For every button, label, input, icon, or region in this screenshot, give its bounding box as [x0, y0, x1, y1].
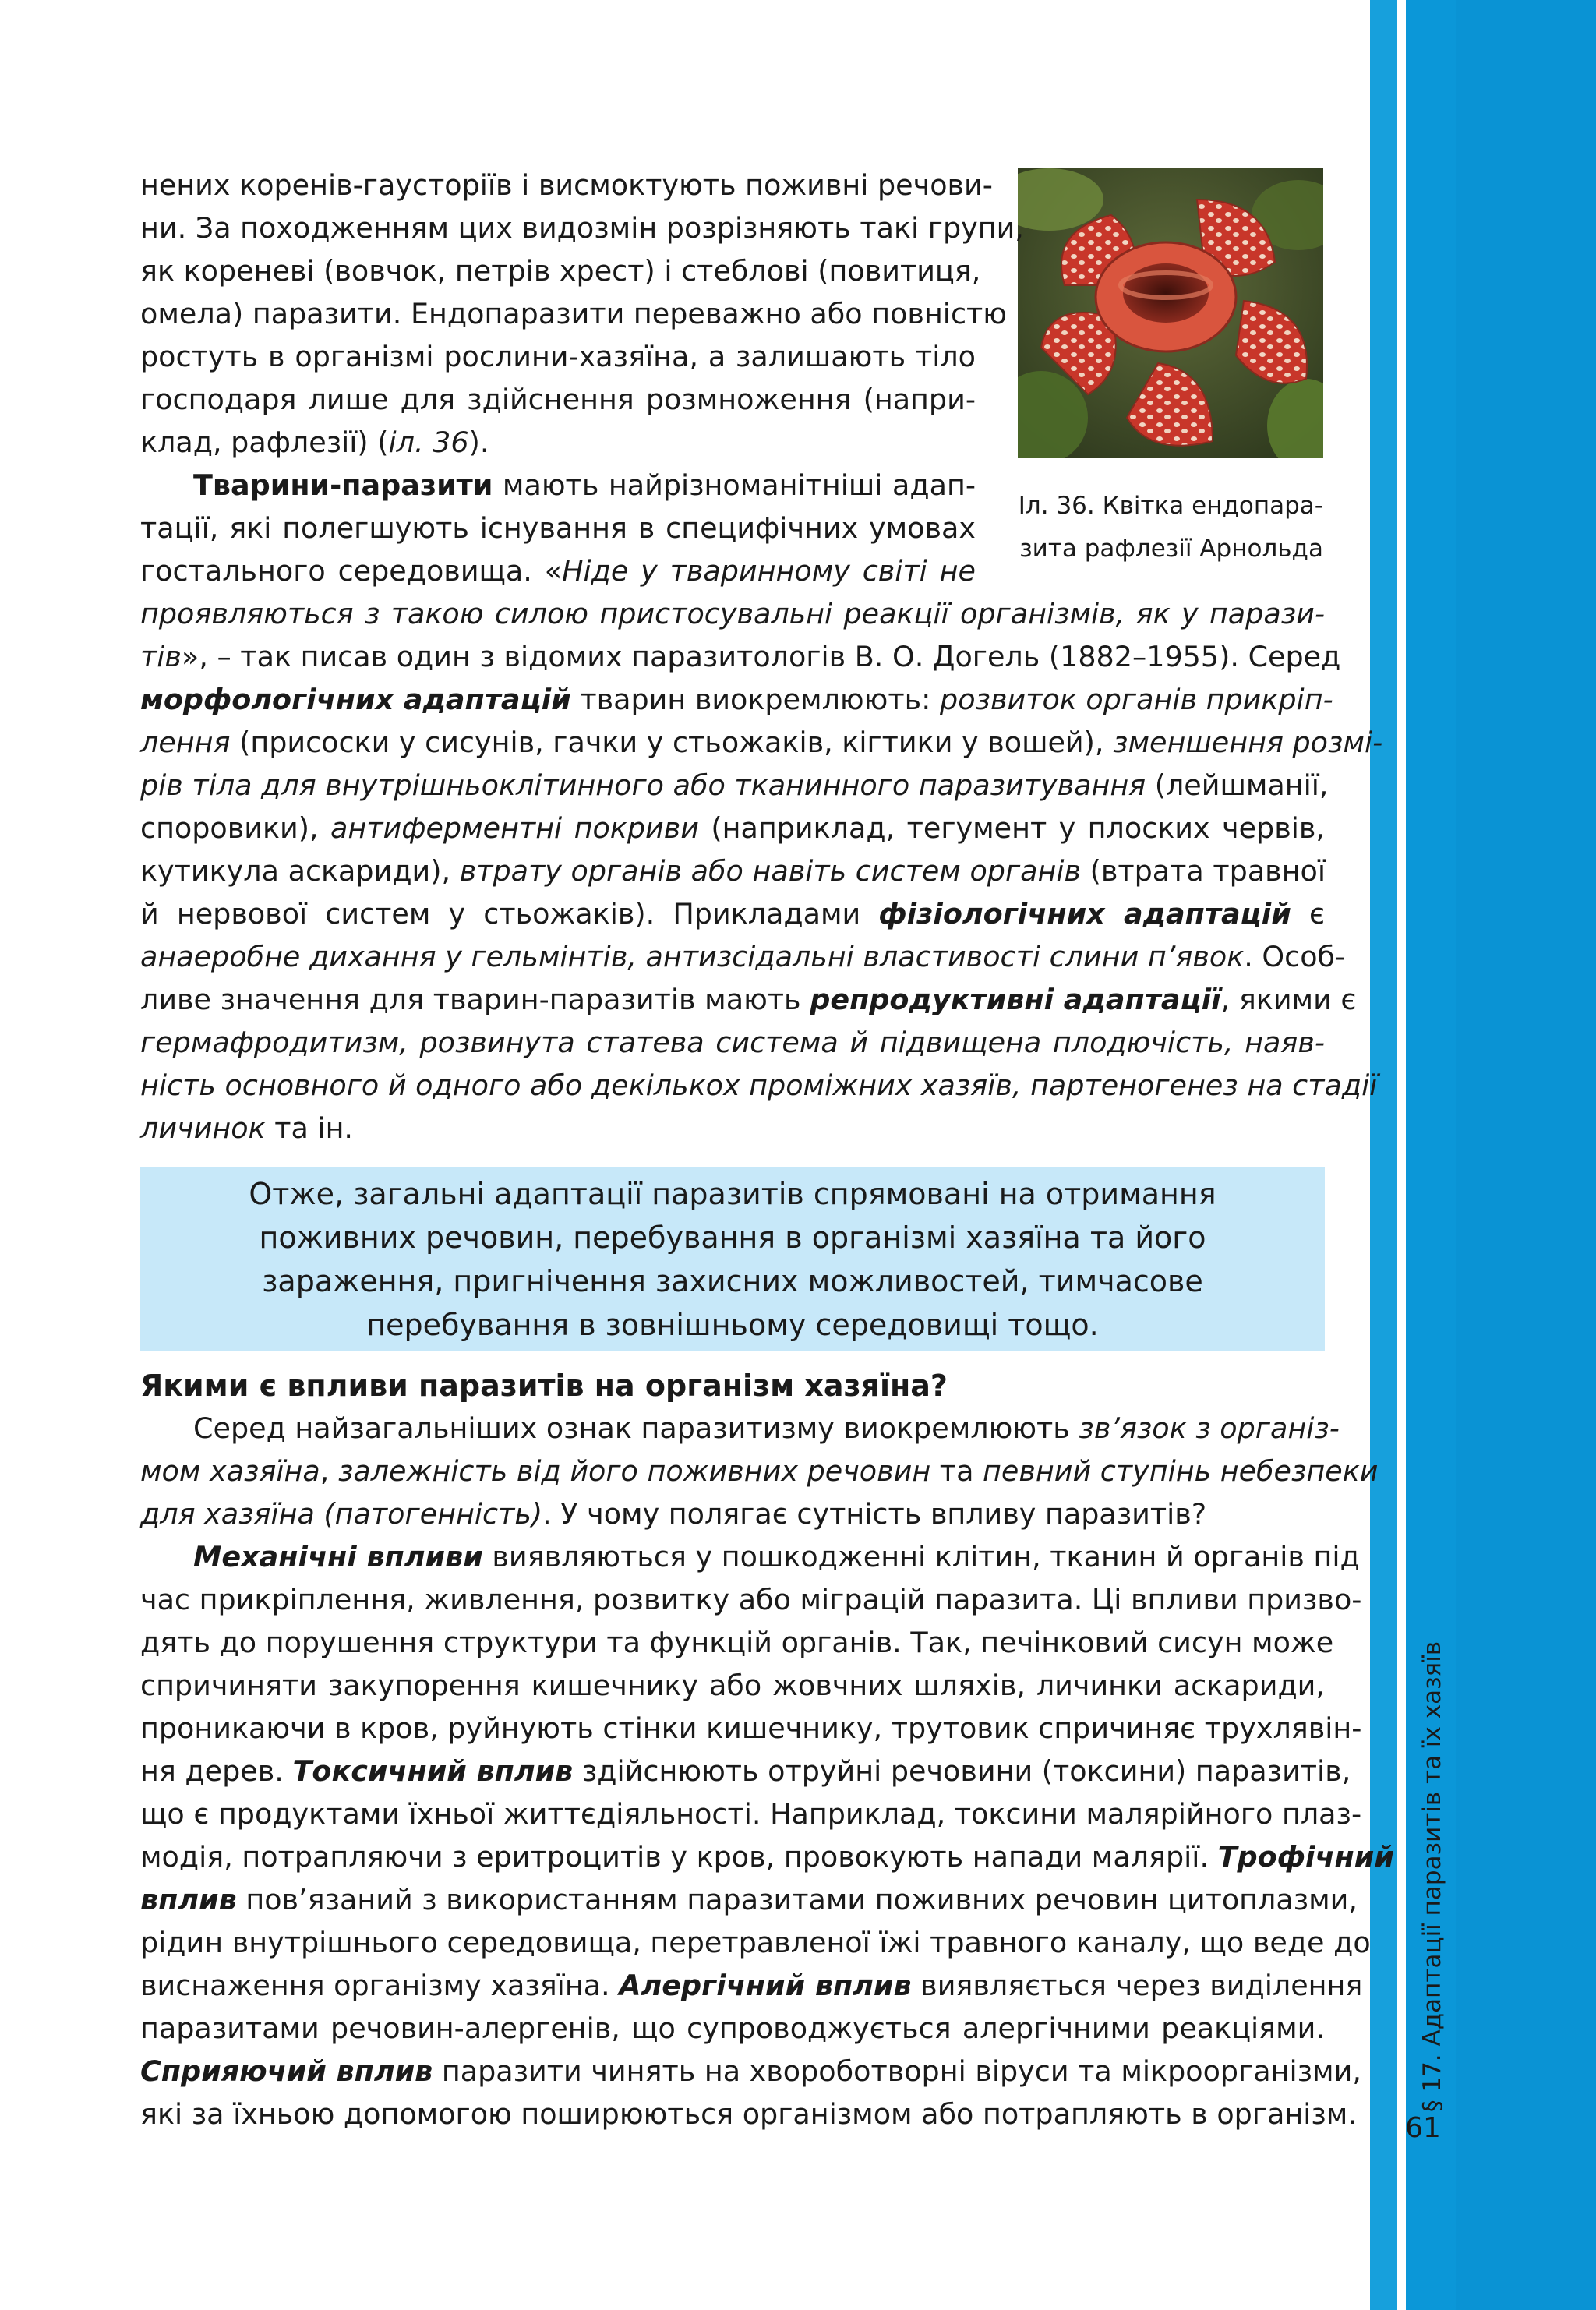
text-segment: рів тіла для внутрішньоклітинного або тканинного паразитування — [140, 768, 1146, 802]
text-line — [140, 935, 1346, 978]
text-segment: спричиняти закупорення кишечнику або жовчних шляхів, личинки аскариди, — [140, 1669, 1325, 1702]
text-segment: ни. За походженням цих видозмін розрізняють такі групи, — [140, 211, 1024, 245]
text-line — [140, 164, 993, 207]
text-line — [140, 207, 1024, 249]
text-segment: Тварини-паразити — [193, 468, 493, 502]
text-segment: ). — [468, 426, 489, 459]
paragraph-plant-parasites — [140, 164, 1024, 464]
text-line — [140, 1492, 1325, 1535]
text-line — [140, 678, 1333, 721]
text-line — [140, 1107, 1325, 1150]
text-line — [140, 507, 976, 549]
text-line — [140, 2007, 1325, 2050]
rafflesia-flower-image — [1018, 168, 1323, 458]
text-segment: репродуктивні адаптації — [810, 983, 1221, 1016]
text-segment: Серед найзагальніших ознак паразитизму виокремлюють — [193, 1411, 1079, 1445]
text-segment: Токсичний вплив — [292, 1754, 574, 1788]
text-line — [140, 1450, 1379, 1492]
text-segment: господаря лише для здійснення розмноження (напри- — [140, 383, 976, 416]
text-segment: ливе значення для тварин-паразитів мають — [140, 983, 810, 1016]
text-segment: певний ступінь небезпеки — [983, 1454, 1379, 1488]
text-line — [140, 2050, 1361, 2093]
text-line — [140, 1064, 1378, 1107]
text-line — [140, 764, 1329, 807]
text-segment: омела) паразити. Ендопаразити переважно або повністю — [140, 297, 1008, 330]
text-segment: розвиток органів прикріп- — [940, 683, 1333, 716]
text-line — [140, 1664, 1325, 1707]
text-segment: й нервової систем у стьожаків). Прикладами — [140, 897, 879, 931]
text-segment: Механічні впливи — [193, 1540, 483, 1574]
text-segment: час прикріплення, живлення, розвитку або міграцій паразита. Ці впливи призво- — [140, 1583, 1362, 1616]
text-segment: тів — [140, 640, 182, 673]
caption-line: зита рафлезії Арнольда — [1019, 535, 1323, 563]
text-segment: (присоски у сисунів, гачки у стьожаків, кігтики у вошей), — [230, 726, 1114, 759]
text-segment: клад, рафлезії) ( — [140, 426, 389, 459]
text-segment: мом хазяїна — [140, 1454, 320, 1488]
text-line — [140, 292, 1008, 335]
chapter-title: § 17. Адаптації паразитів та їх хазяїв — [1418, 1641, 1446, 2112]
summary-text — [140, 1167, 1325, 1347]
text-segment: », – так писав один з відомих паразитологів В. О. Догель (1882–1955). Серед — [181, 640, 1341, 673]
text-line — [140, 1021, 1325, 1064]
text-segment: виявляється через виділення — [911, 1969, 1363, 2002]
summary-line: поживних речовин, перебування в організмі хазяїна та його — [259, 1220, 1206, 1255]
caption-line: Іл. 36. Квітка ендопара- — [1018, 492, 1323, 520]
text-segment: зв’язок з організ- — [1079, 1411, 1340, 1445]
summary-line: Отже, загальні адаптації паразитів спрямовані на отримання — [249, 1177, 1216, 1211]
page-number: 61 — [1405, 2112, 1441, 2144]
text-segment: та — [930, 1454, 983, 1488]
text-segment: дять до порушення структури та функцій органів. Так, печінковий сисун може — [140, 1626, 1334, 1659]
text-segment: Алергічний вплив — [619, 1969, 912, 2002]
text-segment: , якими є — [1220, 983, 1357, 1016]
text-segment: ростуть в організмі рослини-хазяїна, а залишають тіло — [140, 340, 976, 373]
text-line — [140, 721, 1383, 764]
text-line — [140, 549, 976, 592]
text-line — [140, 1578, 1362, 1621]
text-segment: тації, які полегшують існування в специфічних умовах — [140, 511, 976, 545]
text-line — [140, 1621, 1334, 1664]
text-segment: залежність від його поживних речовин — [337, 1454, 931, 1488]
section-heading: Якими є впливи паразитів на організм хазяїна? — [140, 1369, 948, 1403]
text-segment: (лейшманії, — [1146, 768, 1329, 802]
text-segment: зменшення розмі- — [1113, 726, 1383, 759]
text-segment: виявляються у пошкодженні клітин, тканин й органів під — [482, 1540, 1360, 1574]
text-segment: (наприклад, тегумент у плоских червів, — [698, 811, 1325, 845]
text-segment: анаеробне дихання у гельмінтів, антизсідальні властивості слини п’явок — [140, 940, 1245, 973]
text-line — [140, 421, 976, 464]
text-segment: для хазяїна (патогенність) — [140, 1497, 543, 1531]
text-segment: тварин виокремлюють: — [570, 683, 941, 716]
text-segment: фізіологічних адаптацій — [878, 897, 1291, 931]
sidebar-stripe-gap — [1396, 0, 1406, 2310]
text-segment: що є продуктами їхньої життєдіяльності. Наприклад, токсини малярійного плаз- — [140, 1797, 1362, 1831]
text-line — [140, 592, 1325, 635]
text-line — [140, 249, 981, 292]
text-segment: пов’язаний з використанням паразитами поживних речовин цитоплазми, — [236, 1883, 1358, 1916]
text-segment: (втрата травної — [1081, 854, 1326, 888]
text-segment: та ін. — [265, 1111, 354, 1145]
text-line — [140, 1793, 1362, 1835]
text-segment: проявляються з такою силою пристосувальні реакції організмів, як у парази- — [140, 597, 1325, 630]
text-segment: Ніде у тваринному світі не — [562, 554, 976, 588]
sidebar-stripe-edge — [1456, 0, 1596, 2310]
text-segment: іл. 36 — [388, 426, 469, 459]
text-segment: личинок — [140, 1111, 266, 1145]
text-line — [140, 1750, 1351, 1793]
text-segment: антиферментні покриви — [330, 811, 699, 845]
text-segment: здійснюють отруйні речовини (токсини) паразитів, — [573, 1754, 1351, 1788]
text-segment: рідин внутрішнього середовища, перетравленої їжі травного каналу, що веде до — [140, 1926, 1371, 1959]
text-segment: проникаючи в кров, руйнують стінки кишечнику, трутовик спричиняє трухлявін- — [140, 1711, 1362, 1745]
text-line — [140, 1407, 1340, 1450]
text-segment: . У чому полягає сутність впливу паразитів? — [542, 1497, 1207, 1531]
text-segment: як кореневі (вовчок, петрів хрест) і стеблові (повитиця, — [140, 254, 981, 288]
text-segment: виснаження організму хазяїна. — [140, 1969, 620, 2002]
text-line — [140, 635, 1341, 678]
text-line — [140, 849, 1325, 892]
text-segment: , — [320, 1454, 338, 1488]
text-line — [140, 1878, 1358, 1921]
text-line — [140, 1835, 1394, 1878]
text-segment: паразитами речовин-алергенів, що супроводжується алергічними реакціями. — [140, 2012, 1325, 2045]
paragraph-parasite-effects — [140, 1407, 1394, 2135]
paragraph-animal-parasites-intro — [140, 464, 976, 592]
text-segment: споровики), — [140, 811, 331, 845]
text-line — [140, 1964, 1363, 2007]
text-segment: . Особ- — [1244, 940, 1346, 973]
text-segment: мають найрізноманітніші адап- — [493, 468, 976, 502]
text-line — [140, 464, 976, 507]
text-segment: нених коренів-гаусторіїв і висмоктують поживні речови- — [140, 168, 993, 202]
sidebar-stripe-light — [1370, 0, 1396, 2310]
text-line — [140, 807, 1325, 849]
text-segment: кутикула аскариди), — [140, 854, 460, 888]
text-line — [140, 1707, 1362, 1750]
text-segment: Сприяючий вплив — [140, 2054, 433, 2088]
text-line — [140, 1921, 1371, 1964]
figure-caption — [1018, 488, 1323, 574]
text-line — [140, 2093, 1357, 2135]
text-segment: втрату органів або навіть систем органів — [459, 854, 1081, 888]
text-line — [140, 978, 1357, 1021]
summary-line: перебування в зовнішньому середовищі тощо. — [366, 1308, 1099, 1342]
text-line — [140, 1535, 1360, 1578]
text-line — [140, 892, 1325, 935]
text-segment: Трофічний — [1217, 1840, 1394, 1874]
text-segment: модія, потрапляючи з еритроцитів у кров, провокують напади малярії. — [140, 1840, 1218, 1874]
text-segment: паразити чинять на хвороботворні віруси та мікроорганізми, — [433, 2054, 1361, 2088]
text-line — [140, 335, 976, 378]
text-line — [140, 378, 976, 421]
text-segment: ність основного й одного або декількох проміжних хазяїв, партеногенез на стадії — [140, 1068, 1378, 1102]
paragraph-animal-parasites — [140, 592, 1383, 1150]
text-segment: морфологічних адаптацій — [140, 683, 571, 716]
text-segment: є — [1291, 897, 1325, 931]
text-segment: лення — [140, 726, 231, 759]
summary-line: зараження, пригнічення захисних можливостей, тимчасове — [262, 1264, 1203, 1298]
text-segment: які за їхньою допомогою поширюються організмом або потрапляють в організм. — [140, 2097, 1357, 2131]
text-segment: вплив — [140, 1883, 237, 1916]
text-segment: гостального середовища. « — [140, 554, 563, 588]
text-segment: ня дерев. — [140, 1754, 293, 1788]
text-segment: гермафродитизм, розвинута статева система й підвищена плодючість, наяв- — [140, 1026, 1325, 1059]
